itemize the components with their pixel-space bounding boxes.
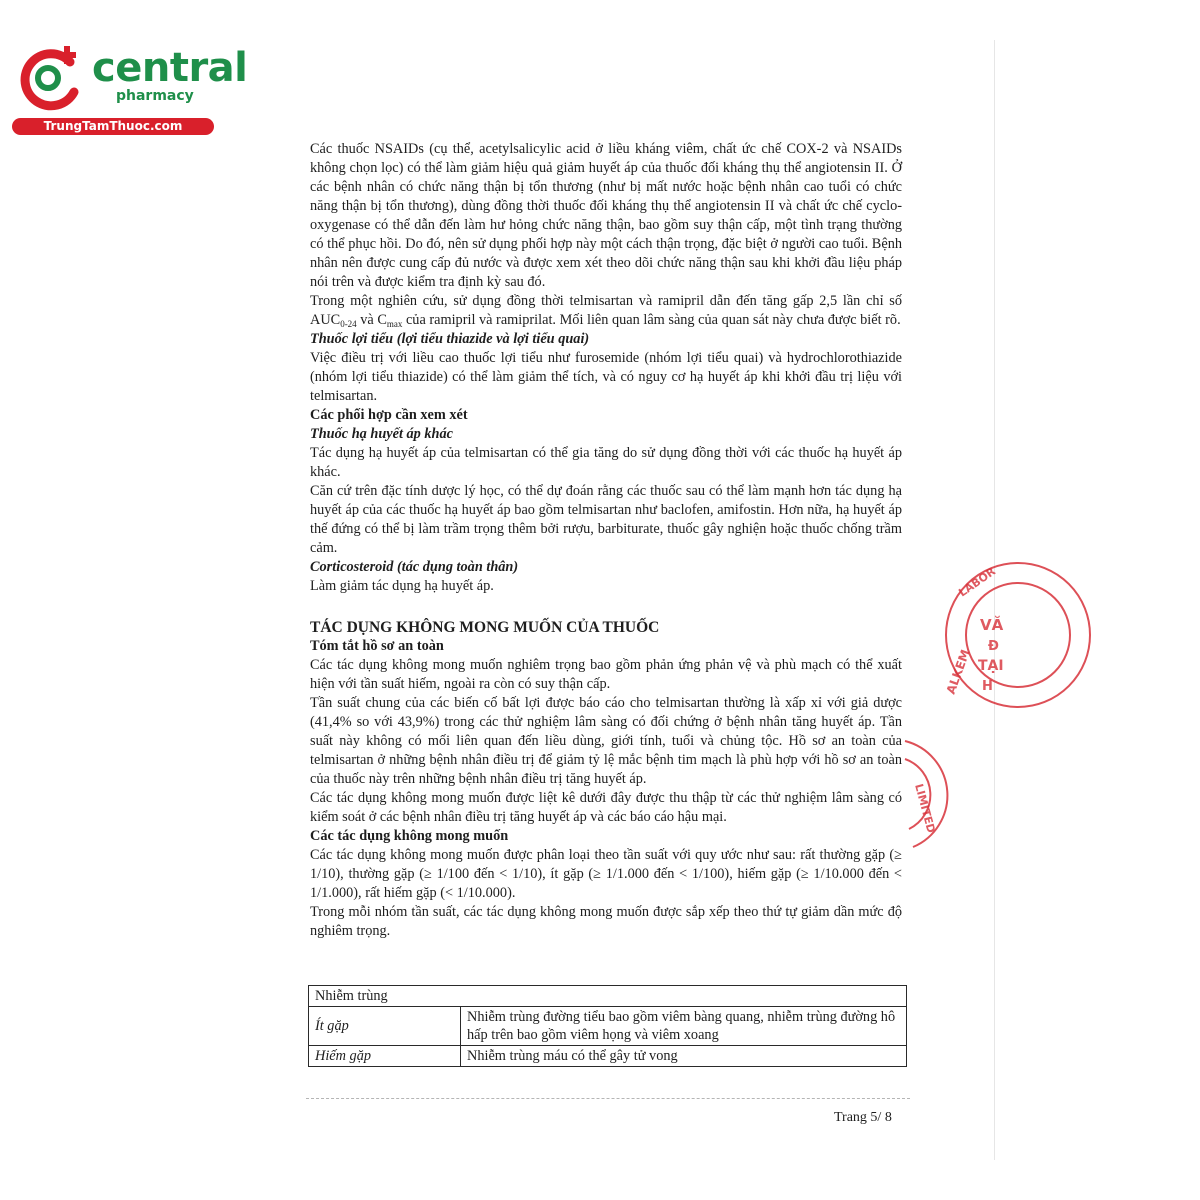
section-title-adverse-effects: TÁC DỤNG KHÔNG MONG MUỐN CỦA THUỐC	[310, 619, 660, 636]
paragraph-nsaids: Các thuốc NSAIDs (cụ thể, acetylsalicylic acid ở liều kháng viêm, chất ức chế COX-2 và NSAIDs không chọn lọc) có thể làm giảm hiệu quả giảm huyết áp của thuốc đối kháng thụ thể angiotensin II. Ở các bệnh nhân có chức năng thận bị tổn thương (như bị mất nước hoặc bệnh nhân cao tuổi có chức năng thận bị tổn thương), dùng đồng thời thuốc đối kháng thụ thể angiotensin II và chất ức chế cyclo-oxygenase có thể dẫn đến làm hư hỏng chức năng thận, bao gồm suy thận cấp, một tình trạng thường có thể phục hồi. Do đó, nên sử dụng phối hợp này một cách thận trọng, đặc biệt ở người cao tuổi. Bệnh nhân nên được cung cấp đủ nước và được xem xét theo dõi chức năng thận sau khi khởi đầu liệu pháp nói trên và được kiểm tra định kỳ sau đó.	[310, 141, 902, 290]
brand-sub: pharmacy	[116, 88, 194, 104]
company-seal-stamp	[940, 555, 1004, 715]
paragraph-pharmacology: Căn cứ trên đặc tính dược lý học, có thể dự đoán rằng các thuốc sau có thể làm mạnh hơn tác dụng hạ huyết áp của các thuốc hạ huyết áp bao gồm telmisartan như baclofen, amifostin. Hơn nữa, hạ huyết áp thế đứng có thể bị làm trầm trọng thêm bởi rượu, barbiturate, thuốc gây nghiện hoặc thuốc chống trầm cảm.	[310, 483, 902, 556]
company-seal-stamp-2	[895, 735, 955, 855]
brand-logo	[8, 36, 248, 136]
page-number: Trang 5/ 8	[834, 1110, 892, 1125]
paragraph-diuretics: Việc điều trị với liều cao thuốc lợi tiểu như furosemide (nhóm lợi tiểu quai) và hydrochlorothiazide (nhóm lợi tiểu thiazide) có thể làm giảm thể tích, và có nguy cơ hạ huyết áp khi khởi đầu trị liệu với telmisartan.	[310, 350, 902, 404]
table-row	[309, 1046, 907, 1067]
stamp-text: Đ	[988, 639, 999, 654]
paragraph-corticosteroid: Làm giảm tác dụng hạ huyết áp.	[310, 578, 494, 594]
stamp-text: LIMITED	[912, 782, 938, 835]
subscript: 0-24	[340, 319, 357, 329]
heading-combinations: Các phối hợp cần xem xét	[310, 407, 468, 423]
paragraph-antihypertensive-effect: Tác dụng hạ huyết áp của telmisartan có thể gia tăng do sử dụng đồng thời với các thuốc hạ huyết áp khác.	[310, 445, 902, 480]
brand-site-banner[interactable]: TrungTamThuoc.com	[12, 118, 214, 135]
paragraph-ramipril	[310, 292, 902, 330]
heading-safety-summary: Tóm tắt hồ sơ an toàn	[310, 638, 444, 654]
stamp-text: H	[982, 679, 993, 694]
text-span: Trong một nghiên cứu, sử dụng đồng thời telmisartan và ramipril dẫn đến tăng gấp 2,5 lần chỉ số AUC	[310, 293, 902, 328]
table-row	[309, 1007, 907, 1046]
text-span: và C	[356, 312, 387, 328]
table-cell-frequency: Ít gặp	[309, 1007, 461, 1046]
paragraph-ordering: Trong mỗi nhóm tần suất, các tác dụng không mong muốn được sắp xếp theo thứ tự giảm dần mức độ nghiêm trọng.	[310, 904, 902, 939]
heading-corticosteroid: Corticosteroid (tác dụng toàn thân)	[310, 559, 519, 575]
stamp-text: TẠI	[978, 658, 1004, 674]
paragraph-serious-effects: Các tác dụng không mong muốn nghiêm trọng bao gồm phản ứng phản vệ và phù mạch có thể xuất hiện với tần suất hiếm, ngoài ra còn có suy thận cấp.	[310, 657, 902, 692]
paragraph-trials: Các tác dụng không mong muốn được liệt kê dưới đây được thu thập từ các thử nghiệm lâm sàng có kiểm soát ở các bệnh nhân điều trị tăng huyết áp và các báo cáo hậu mại.	[310, 790, 902, 825]
paragraph-classification: Các tác dụng không mong muốn được phân loại theo tần suất với quy ước như sau: rất thường gặp (≥ 1/10), thường gặp (≥ 1/100 đến < 1/10), ít gặp (≥ 1/1.000 đến < 1/100), hiếm gặp (≥ 1/10.000 đến < 1/1.000), rất hiếm gặp (< 1/10.000).	[310, 847, 902, 901]
paragraph-frequency: Tần suất chung của các biến cố bất lợi được báo cáo cho telmisartan thường là xấp xỉ với giả dược (41,4% so với 43,9%) trong các thử nghiệm lâm sàng có đối chứng ở bệnh nhân tăng huyết áp. Tần suất này không có mối liên quan đến liều dùng, giới tính, tuổi và chủng tộc. Hồ sơ an toàn của telmisartan ở những bệnh nhân điều trị để giảm tỷ lệ mắc bệnh tim mạch là phù hợp với hồ sơ an toàn của thuốc này trên những bệnh nhân điều trị tăng huyết áp.	[310, 695, 902, 787]
stamp-text: VĂ	[980, 616, 1004, 634]
heading-adverse-effects: Các tác dụng không mong muốn	[310, 828, 509, 844]
table-category-header: Nhiễm trùng	[309, 986, 907, 1007]
table-cell-description: Nhiễm trùng đường tiểu bao gồm viêm bàng quang, nhiễm trùng đường hô hấp trên bao gồm viêm họng và viêm xoang	[461, 1007, 907, 1046]
document-body	[310, 140, 902, 941]
text-span: của ramipril và ramiprilat. Mối liên quan lâm sàng của quan sát này chưa được biết rõ.	[402, 312, 901, 328]
brand-name: central	[92, 45, 248, 91]
adverse-effects-table	[308, 985, 907, 1067]
heading-diuretics: Thuốc lợi tiểu (lợi tiểu thiazide và lợi tiểu quai)	[310, 331, 590, 347]
subscript: max	[386, 319, 403, 329]
stamp-text: LABOR	[956, 564, 998, 600]
table-cell-frequency: Hiếm gặp	[309, 1046, 461, 1067]
footer-divider	[306, 1098, 910, 1099]
table-cell-description: Nhiễm trùng máu có thể gây tử vong	[461, 1046, 907, 1067]
table-row	[309, 986, 907, 1007]
central-pharmacy-logo-icon	[12, 40, 88, 116]
heading-other-antihypertensives: Thuốc hạ huyết áp khác	[310, 426, 453, 442]
stamp-text: ALKEM	[943, 647, 973, 697]
